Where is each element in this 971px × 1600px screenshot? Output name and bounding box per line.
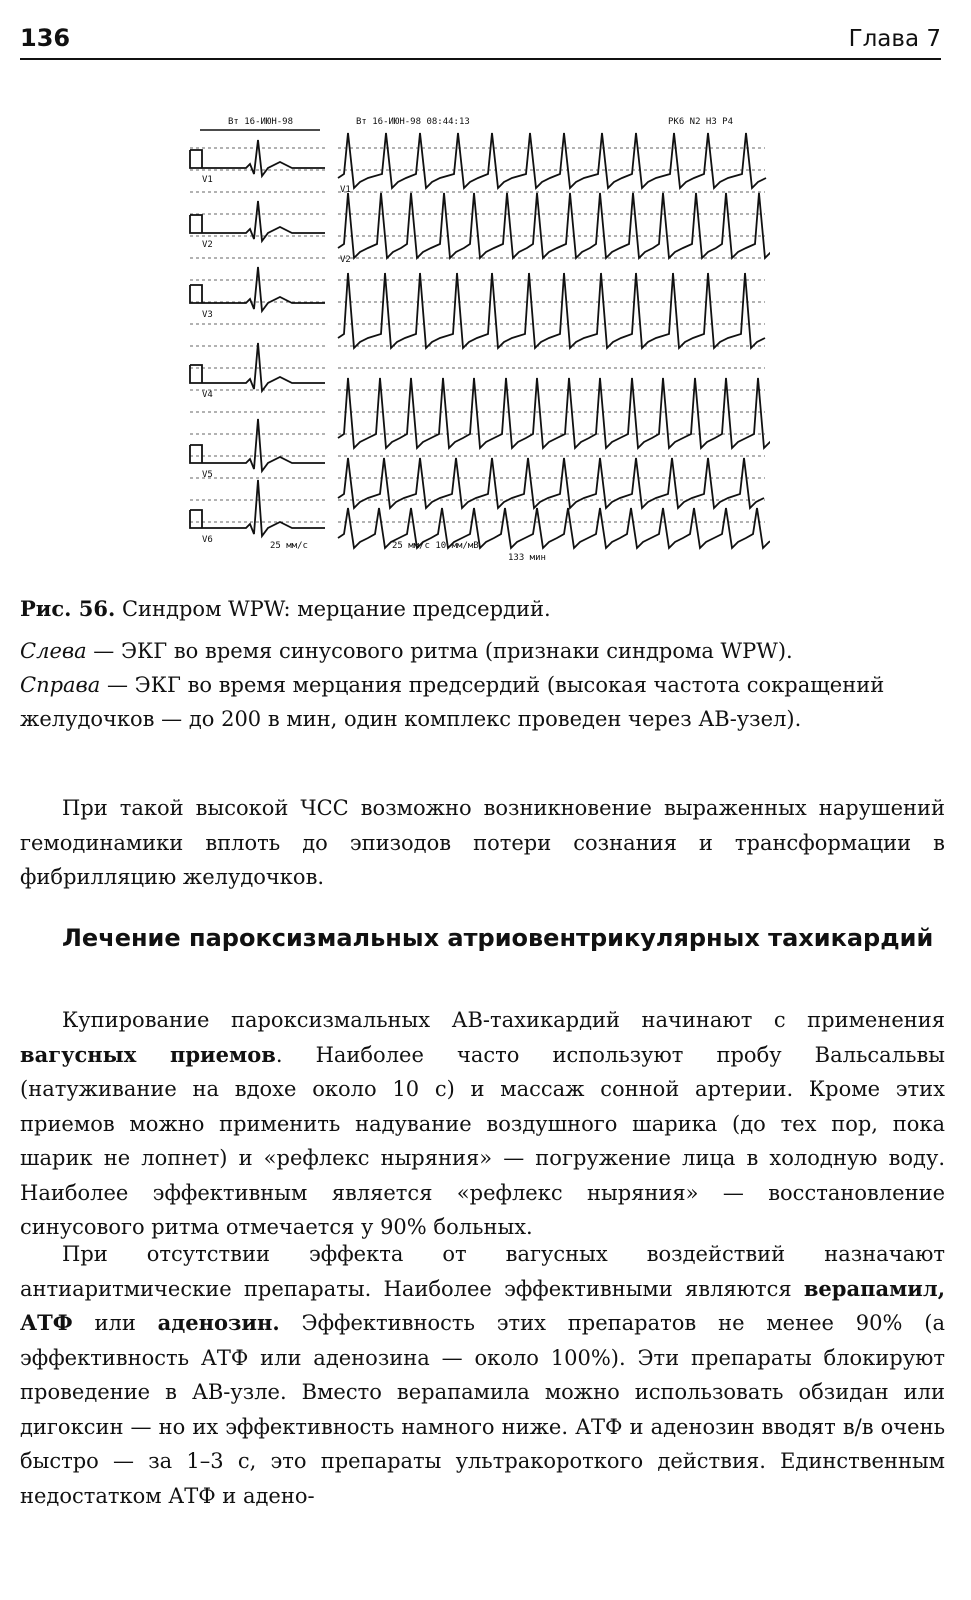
figure-number: Рис. 56. [20, 596, 116, 621]
paragraph-vagal [20, 1003, 945, 1245]
caption-left-label: Слева [20, 639, 87, 663]
caption-left-text: — ЭКГ во время синусового ритма (признаки синдрома WPW). [86, 639, 793, 663]
figure-caption-title [20, 592, 945, 626]
p3-text-e: Эффективность этих препаратов не менее 90% (а эффективность АТФ или аденозина — около 100%). Эти препараты блокируют проведение в АВ-узле. Вместо верапамила можно использовать обзидан или дигоксин — но их эффективность намного ниже. АТФ и аденозин вводят в/в очень быстро — за 1–3 с, это препараты ультракороткого действия. Единственным недостатком АТФ и адено- [20, 1311, 946, 1508]
p2-text-a: Купирование пароксизмальных АВ-тахикардий начинают с применения [62, 1008, 945, 1032]
caption-right-label: Справа [20, 673, 101, 697]
ecg-trace-left [190, 480, 325, 536]
lead-label-left: V2 [202, 240, 213, 250]
ecg-speed-right: 25 мм/с 10 мм/мВ [392, 541, 479, 551]
ecg-speed-left: 25 мм/с [270, 541, 308, 551]
p2-text-c: . Наиболее часто используют пробу Вальсальвы (натуживание на вдохе около 10 с) и массаж сонной артерии. Кроме этих приемов можно применить надувание воздушного шарика (до тех пор, пока шарик не лопнет) и «рефлекс ныряния» — погружение лица в холодную воду. Наиболее эффективным является «рефлекс ныряния» — восстановление синусового ритма отмечается у 90% больных. [20, 1042, 945, 1239]
figure-title: Синдром WPW: мерцание предсердий. [115, 597, 551, 621]
ecg-trace-right [338, 193, 770, 258]
paragraph-text: При такой высокой ЧСС возможно возникновение выраженных нарушений гемодинамики вплоть до эпизодов потери сознания и трансформации в фибрилляцию желудочков. [20, 796, 945, 889]
running-header [20, 24, 941, 60]
ecg-right-tag: РК6 N2 Н3 Р4 [668, 117, 734, 127]
lead-label-left: V4 [202, 390, 213, 400]
ecg-trace-right [338, 133, 766, 188]
p3-bold-1: верапамил, АТФ [20, 1275, 945, 1335]
ecg-figure [180, 108, 770, 568]
ecg-trace-left [190, 267, 325, 311]
ecg-rate: 133 мин [508, 553, 546, 563]
ecg-trace-left [190, 419, 325, 471]
ecg-trace-right [338, 378, 770, 448]
chapter-title: Глава 7 [848, 26, 941, 52]
ecg-trace-left [190, 140, 325, 176]
lead-label-left: V5 [202, 470, 213, 480]
ecg-trace-left [190, 343, 325, 391]
ecg-trace-left [190, 201, 325, 241]
ecg-trace-right [338, 273, 765, 348]
lead-label-right: V1 [340, 185, 351, 195]
paragraph-hemodynamics [20, 791, 945, 895]
section-heading: Лечение пароксизмальных атриовентрикулярных тахикардий [62, 924, 934, 952]
page-number: 136 [20, 24, 71, 52]
p2-bold: вагусных приемов [20, 1041, 276, 1067]
p3-text-a: При отсутствии эффекта от вагусных воздействий назначают антиаритмические препараты. Наиболее эффективными являются [20, 1242, 945, 1301]
caption-right-text: — ЭКГ во время мерцания предсердий (высокая частота сокращений желудочков — до 200 в мин, один комплекс проведен через АВ-узел). [20, 673, 885, 731]
ecg-trace-right [338, 458, 764, 508]
lead-label-left: V1 [202, 175, 213, 185]
p3-bold-2: аденозин. [157, 1310, 280, 1335]
paragraph-drugs [20, 1237, 945, 1513]
ecg-left-header: Вт 16-ИЮН-98 [228, 117, 294, 127]
figure-caption-body [20, 634, 945, 736]
lead-label-right: V2 [340, 255, 351, 265]
ecg-right-header: Вт 16-ИЮН-98 08:44:13 [356, 117, 470, 127]
lead-label-left: V3 [202, 310, 213, 320]
ecg-strips [180, 108, 770, 568]
p3-text-c: или [72, 1311, 158, 1335]
lead-label-left: V6 [202, 535, 213, 545]
